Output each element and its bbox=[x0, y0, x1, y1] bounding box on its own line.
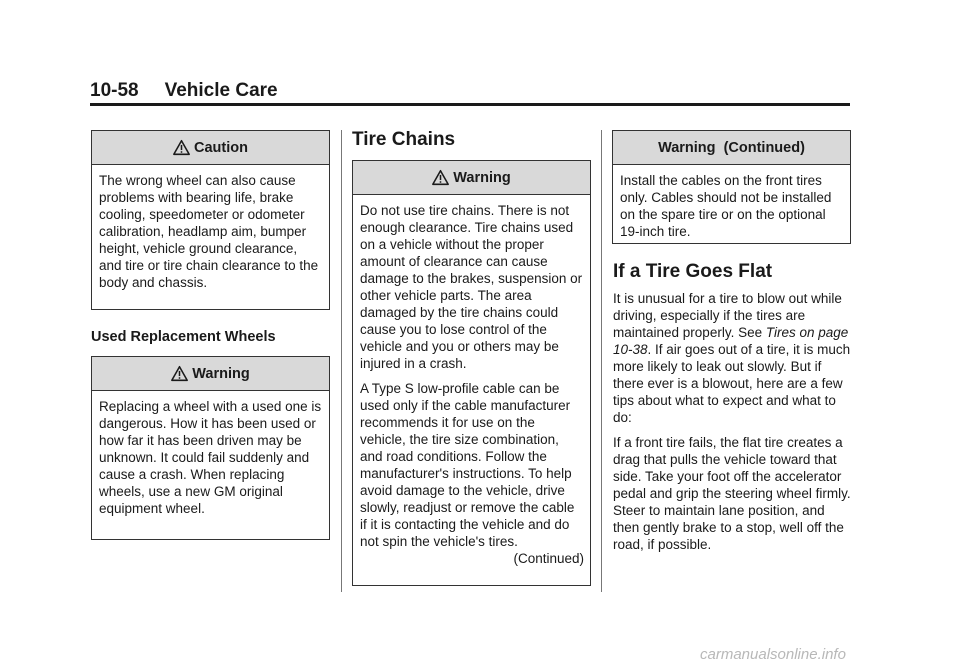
used-wheels-warning-text: Replacing a wheel with a used one is dangerous. How it has been used or how far it has been driven may be unknown. It could fail suddenly and cause a crash. When replacing wheels, use a new GM original equipment wheel. bbox=[99, 399, 322, 516]
warning-label: Warning bbox=[192, 365, 250, 382]
warning-triangle-icon bbox=[432, 169, 449, 186]
caution-box-heading bbox=[92, 131, 329, 165]
tire-chains-warning-para-2: A Type S low-profile cable can be used only if the cable manufacturer recommends it for use on the vehicle, the tire size combination, and road conditions. Follow the manufacturer's instructions. To help avoid damage to the vehicle, drive slowly, readjust or remove the cable if it is contacting the vehicle and do not spin the vehicle's tires. bbox=[360, 381, 575, 549]
flat-tire-para-2: If a front tire fails, the flat tire creates a drag that pulls the vehicle toward that side. Take your foot off the accelerator pedal and grip the steering wheel firmly. Steer to maintain lane position, and then gently brake to a stop, well off the road, if possible. bbox=[613, 435, 851, 552]
section-title: Vehicle Care bbox=[164, 80, 278, 101]
continued-label: (Continued) bbox=[513, 551, 584, 566]
warning-triangle-icon bbox=[171, 365, 188, 382]
flat-tire-text bbox=[613, 290, 853, 561]
flat-tire-heading: If a Tire Goes Flat bbox=[613, 261, 773, 282]
page-number: 10-58 bbox=[90, 80, 139, 101]
used-wheels-warning-box bbox=[91, 356, 330, 540]
page-header bbox=[90, 80, 278, 102]
caution-label: Caution bbox=[194, 139, 248, 156]
flat-tire-para-1: It is unusual for a tire to blow out while driving, especially if the tires are maintained properly. See Tires on page 10-38. If air goes out of a tire, it is much more likely to leak out slowly. But if there ever is a blowout, here are a few tips about what to expect and what to do: bbox=[613, 291, 851, 425]
warning-continued-text: Install the cables on the front tires only. Cables should not be installed on the spare tire or on the optional 19-inch tire. bbox=[620, 173, 832, 239]
tires-page-reference-link[interactable]: Tires on page 10-38 bbox=[613, 325, 849, 357]
header-rule bbox=[90, 103, 850, 106]
column-divider-1 bbox=[341, 130, 342, 592]
warning-continued-box bbox=[612, 130, 851, 244]
tire-chains-warning-heading bbox=[353, 161, 590, 195]
caution-text: The wrong wheel can also cause problems with bearing life, brake cooling, speedometer or odometer calibration, headlamp aim, bumper height, vehicle ground clearance, and tire or tire chain clearance to the body and chassis. bbox=[99, 173, 319, 290]
caution-box bbox=[91, 130, 330, 310]
warning-triangle-icon bbox=[173, 139, 190, 156]
column-divider-2 bbox=[601, 130, 602, 592]
used-wheels-heading: Used Replacement Wheels bbox=[91, 329, 276, 345]
used-wheels-warning-heading bbox=[92, 357, 329, 391]
watermark: carmanualsonline.info bbox=[700, 646, 846, 663]
warning-label: Warning bbox=[453, 169, 511, 186]
tire-chains-warning-para-1: Do not use tire chains. There is not enough clearance. Tire chains used on a vehicle without the proper amount of clearance can cause damage to the brakes, suspension or other vehicle parts. The area damaged by the tire chains could cause you to lose control of the vehicle and you or others may be injured in a crash. bbox=[360, 203, 583, 371]
tire-chains-heading: Tire Chains bbox=[352, 129, 456, 150]
warning-continued-heading: Warning (Continued) bbox=[613, 131, 850, 165]
tire-chains-warning-box bbox=[352, 160, 591, 586]
